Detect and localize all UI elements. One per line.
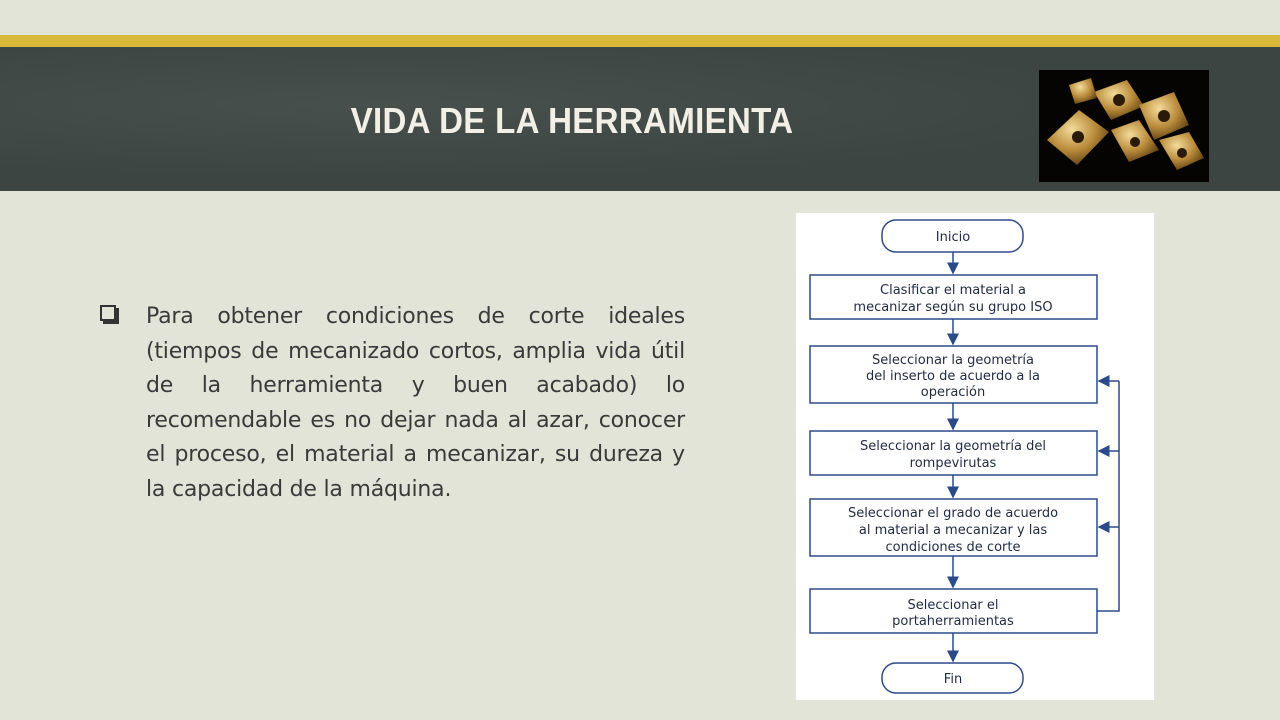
bullet-text: Para obtener condiciones de corte ideales (tiempos de mecanizado cortos, amplia vida útil de la herramienta y buen acabado) lo recomendable es no dejar nada al azar, conocer el proceso, el material a mecanizar, su dureza y la capacidad de la máquina. bbox=[146, 304, 685, 502]
end-label: Fin bbox=[943, 672, 963, 687]
step4-line3: condiciones de corte bbox=[885, 540, 1021, 555]
start-label: Inicio bbox=[935, 230, 971, 245]
flowchart bbox=[796, 213, 1154, 700]
step2-line1: Seleccionar la geometría bbox=[872, 353, 1034, 368]
step2-line3: operación bbox=[920, 385, 986, 400]
cutting-inserts-image bbox=[1039, 70, 1209, 182]
step2-line2: del inserto de acuerdo a la bbox=[865, 369, 1041, 384]
step3-line2: rompevirutas bbox=[909, 456, 997, 471]
feedback-loop-line bbox=[1097, 381, 1119, 611]
step3-line1: Seleccionar la geometría del bbox=[860, 439, 1046, 454]
step5-line2: portaherramientas bbox=[892, 614, 1014, 629]
slide-title: VIDA DE LA HERRAMIENTA bbox=[350, 100, 794, 141]
accent-stripe bbox=[0, 35, 1280, 47]
bullet-square-icon bbox=[100, 305, 116, 321]
step4-line2: al material a mecanizar y las bbox=[858, 523, 1048, 538]
step1-line1: Clasificar el material a bbox=[880, 283, 1026, 298]
step5-line1: Seleccionar el bbox=[907, 598, 999, 613]
cutting-inserts-icon bbox=[1039, 70, 1209, 182]
step1-line2: mecanizar según su grupo ISO bbox=[853, 300, 1053, 315]
step4-line1: Seleccionar el grado de acuerdo bbox=[847, 506, 1059, 521]
flowchart-diagram bbox=[796, 213, 1154, 700]
